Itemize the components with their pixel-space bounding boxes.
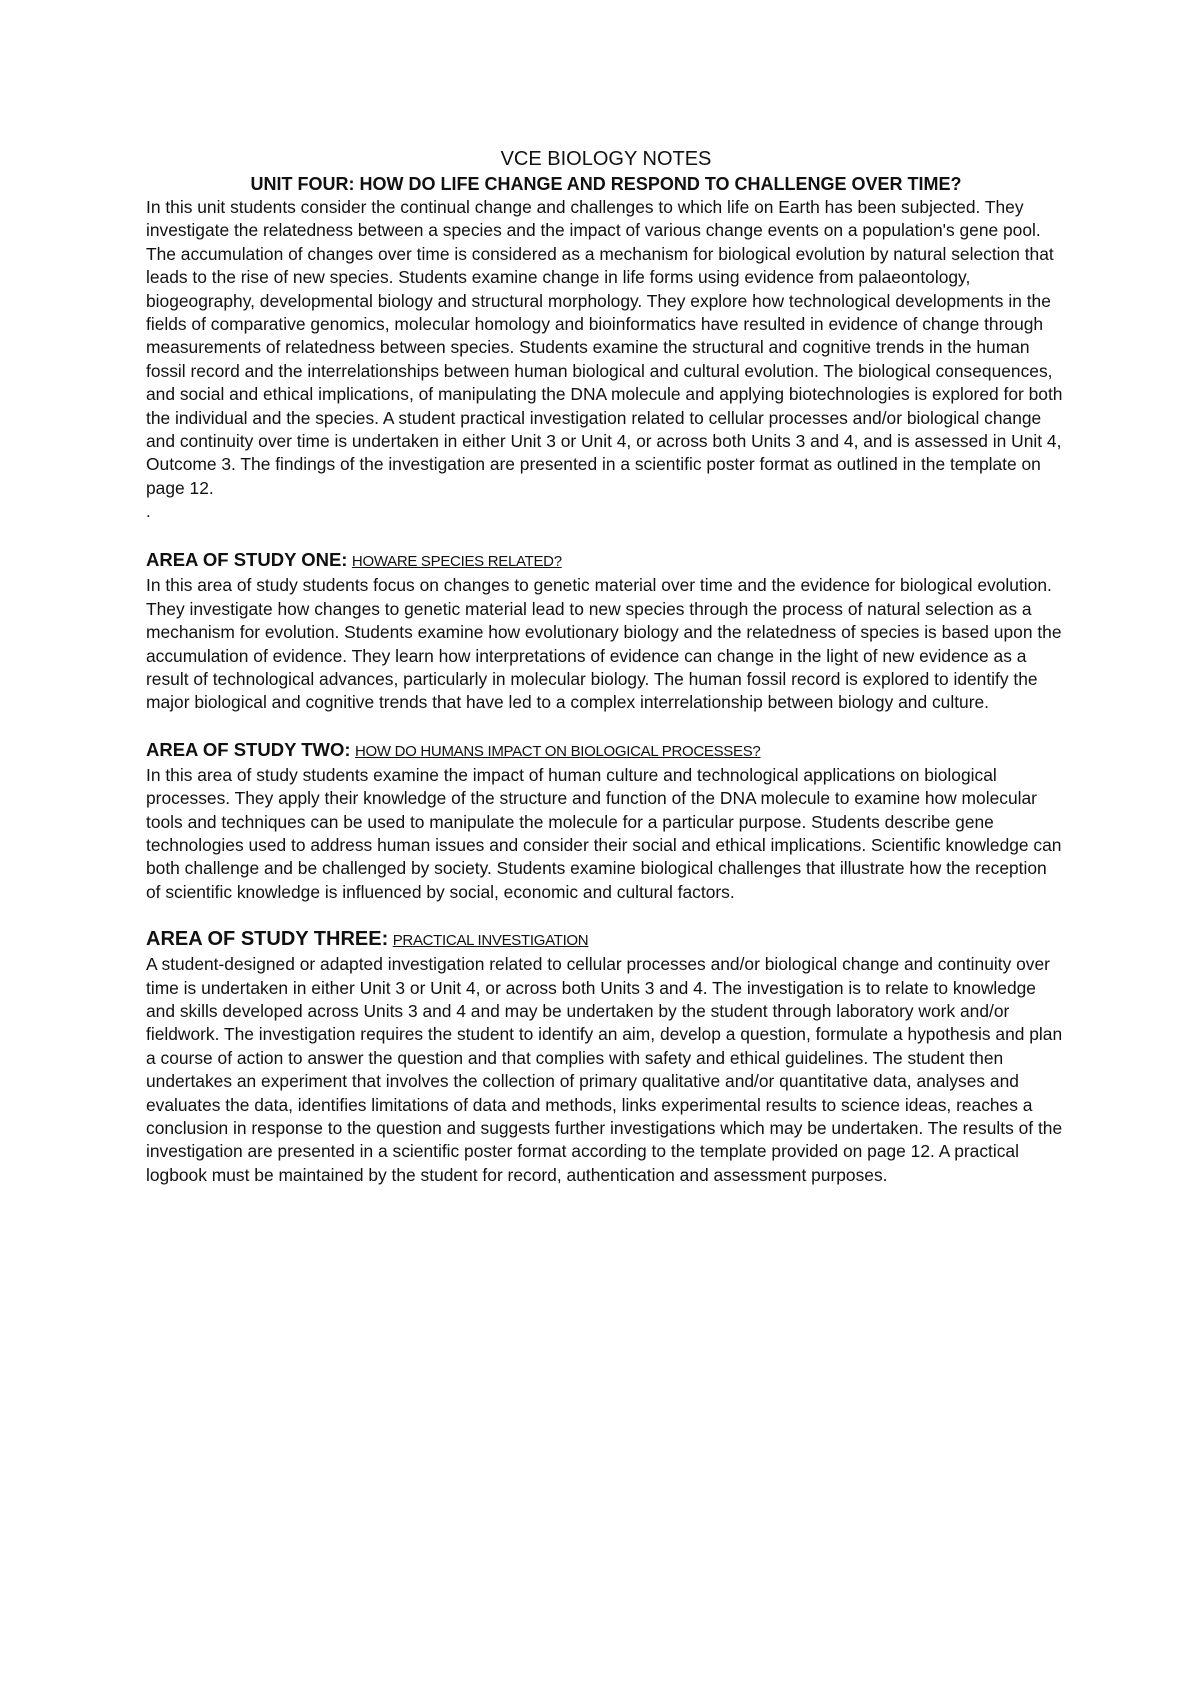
section-body: In this area of study students focus on changes to genetic material over time and the evidence for biological evolution. They investigate how changes to genetic material lead to new species through the process of natural selection as a mechanism for evolution. Students examine how evolutionary biology and the relatedness of species is based upon the accumulation of evidence. They learn how interpretations of evidence can change in the light of new evidence as a result of technological advances, particularly in molecular biology. The human fossil record is explored to identify the major biological and cognitive trends that have led to a complex interrelationship between biology and culture.: [146, 575, 1062, 713]
section-label: AREA OF STUDY ONE:: [146, 549, 348, 571]
document-title: VCE BIOLOGY NOTES: [500, 148, 712, 170]
section-title: HOWARE SPECIES RELATED?: [351, 553, 562, 571]
section-label: AREA OF STUDY THREE:: [146, 928, 389, 951]
section-heading: [146, 927, 1066, 953]
intro-paragraph: In this unit students consider the continual change and challenges to which life on Earth has been subjected. They investigate the relatedness between a species and the impact of various change events on a population's gene pool. The accumulation of changes over time is considered as a mechanism for biological evolution by natural selection that leads to the rise of new species. Students examine change in life forms using evidence from palaeontology, biogeography, developmental biology and structural morphology. They explore how technological developments in the fields of comparative genomics, molecular homology and bioinformatics have resulted in evidence of change through measurements of relatedness between species. Students examine the structural and cognitive trends in the human fossil record and the interrelationships between human biological and cultural evolution. The biological consequences, and social and ethical implications, of manipulating the DNA molecule and applying biotechnologies is explored for both the individual and the species. A student practical investigation related to cellular processes and/or biological change and continuity over time is undertaken in either Unit 3 or Unit 4, or across both Units 3 and 4, and is assessed in Unit 4, Outcome 3. The findings of the investigation are presented in a scientific poster format as outlined in the template on page 12.: [146, 197, 1063, 498]
intro-trailing-dot: .: [146, 502, 151, 522]
section-title: PRACTICAL INVESTIGATION: [392, 932, 589, 950]
section-label: AREA OF STUDY TWO:: [146, 738, 351, 760]
section-heading: [146, 738, 1066, 764]
area-of-study-one: [146, 548, 1066, 714]
document-page: [146, 146, 1066, 1187]
area-of-study-three: [146, 927, 1066, 1187]
section-heading: [146, 548, 1066, 574]
section-body: A student-designed or adapted investigation related to cellular processes and/or biological change and continuity over time is undertaken in either Unit 3 or Unit 4, or across both Units 3 and 4. The investigation is to relate to knowledge and skills developed across Units 3 and 4 and may be undertaken by the student through laboratory work and/or fieldwork. The investigation requires the student to identify an aim, develop a question, formulate a hypothesis and plan a course of action to answer the question and that complies with safety and ethical guidelines. The student then undertakes an experiment that involves the collection of primary qualitative and/or quantitative data, analyses and evaluates the data, identifies limitations of data and methods, links experimental results to science ideas, reaches a conclusion in response to the question and suggests further investigations which may be undertaken. The results of the investigation are presented in a scientific poster format according to the template provided on page 12. A practical logbook must be maintained by the student for record, authentication and assessment purposes.: [146, 954, 1063, 1185]
area-of-study-two: [146, 738, 1066, 904]
section-body: In this area of study students examine the impact of human culture and technological applications on biological processes. They apply their knowledge of the structure and function of the DNA molecule to examine how molecular tools and techniques can be used to manipulate the molecule for a particular purpose. Students describe gene technologies used to address human issues and consider their social and ethical implications. Scientific knowledge can both challenge and be challenged by society. Students examine biological challenges that illustrate how the reception of scientific knowledge is influenced by social, economic and cultural factors.: [146, 764, 1062, 902]
section-title: HOW DO HUMANS IMPACT ON BIOLOGICAL PROCESSES?: [354, 742, 761, 760]
unit-subtitle: UNIT FOUR: HOW DO LIFE CHANGE AND RESPOND TO CHALLENGE OVER TIME?: [250, 174, 962, 194]
